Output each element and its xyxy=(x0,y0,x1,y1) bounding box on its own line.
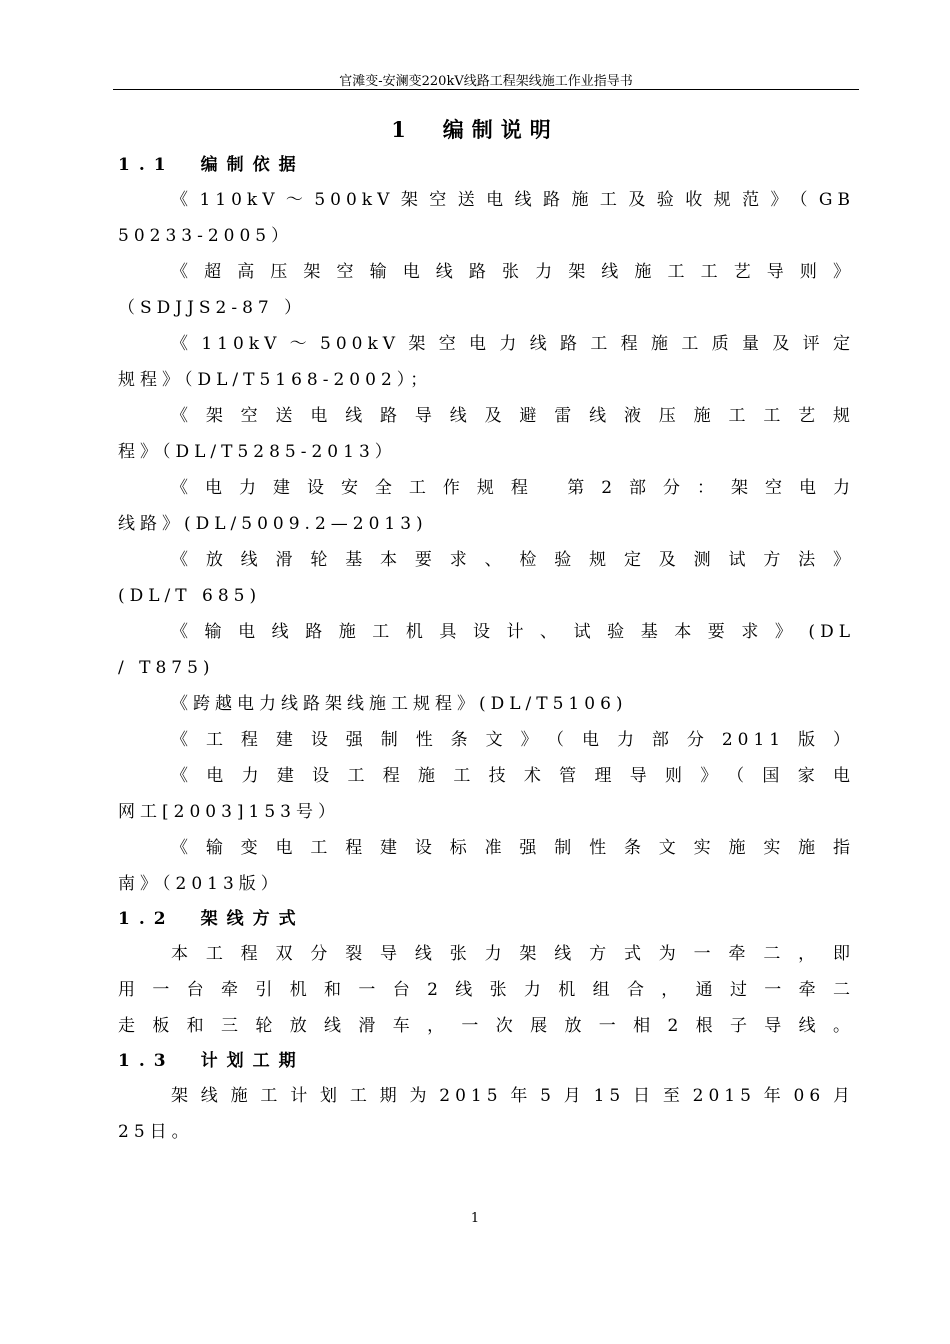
reference-line: 《110kV～500kV架空送电线路施工及验收规范》（GB xyxy=(171,190,855,210)
reference-line: 《跨越电力线路架线施工规程》(DL/T5106) xyxy=(171,694,628,714)
reference-line: / T875) xyxy=(118,658,215,678)
reference-line: 《输变电工程建设标准强制性条文实施实施指 xyxy=(171,838,855,858)
header-rule xyxy=(113,89,859,90)
reference-line: 规程》（DL/T5168-2002）； xyxy=(118,370,433,390)
running-header: 官滩变-安澜变220kV线路工程架线施工作业指导书 xyxy=(339,74,633,89)
paragraph-line: 用一台牵引机和一台2线张力机组合，通过一牵二 xyxy=(118,980,855,1000)
reference-line: 《电力建设安全工作规程 第2部分：架空电力 xyxy=(171,478,855,498)
reference-line: 南》（2013版） xyxy=(118,874,283,894)
paragraph-line: 本工程双分裂导线张力架线方式为一牵二，即 xyxy=(171,944,855,964)
reference-line: 《放线滑轮基本要求、检验规定及测试方法》 xyxy=(171,550,855,570)
reference-line: （SDJJS2-87 ） xyxy=(118,298,307,318)
paragraph-line: 架线施工计划工期为2015年5月15日至2015年06月 xyxy=(171,1086,855,1106)
reference-line: 《架空送电线路导线及避雷线液压施工工艺规 xyxy=(171,406,855,426)
reference-line: 《电力建设工程施工技术管理导则》（国家电 xyxy=(171,766,855,786)
section-heading-method: 1.2 架线方式 xyxy=(118,909,305,929)
reference-line: 网工[2003]153号） xyxy=(118,802,340,822)
section-heading-basis: 1.1 编制依据 xyxy=(118,155,305,175)
paragraph-line: 走板和三轮放线滑车，一次展放一相2根子导线。 xyxy=(118,1016,855,1036)
reference-line: 线路》(DL/5009.2—2013) xyxy=(118,514,428,534)
reference-line: 《超高压架空输电线路张力架线施工工艺导则》 xyxy=(171,262,855,282)
reference-line: 《110kV～500kV架空电力线路工程施工质量及评定 xyxy=(171,334,855,354)
reference-line: 程》（DL/T5285-2013） xyxy=(118,442,397,462)
reference-line: 《工程建设强制性条文》（电力部分2011版） xyxy=(171,730,855,750)
reference-line: 50233-2005） xyxy=(118,226,294,246)
reference-line: 《输电线路施工机具设计、试验基本要求》(DL xyxy=(171,622,855,642)
section-heading-schedule: 1.3 计划工期 xyxy=(118,1051,305,1071)
chapter-title: 1 编制说明 xyxy=(391,117,559,142)
page-number: 1 xyxy=(470,1211,480,1226)
reference-line: (DL/T 685) xyxy=(118,586,262,606)
document-body xyxy=(118,148,855,1150)
paragraph-line: 25日。 xyxy=(118,1122,194,1142)
